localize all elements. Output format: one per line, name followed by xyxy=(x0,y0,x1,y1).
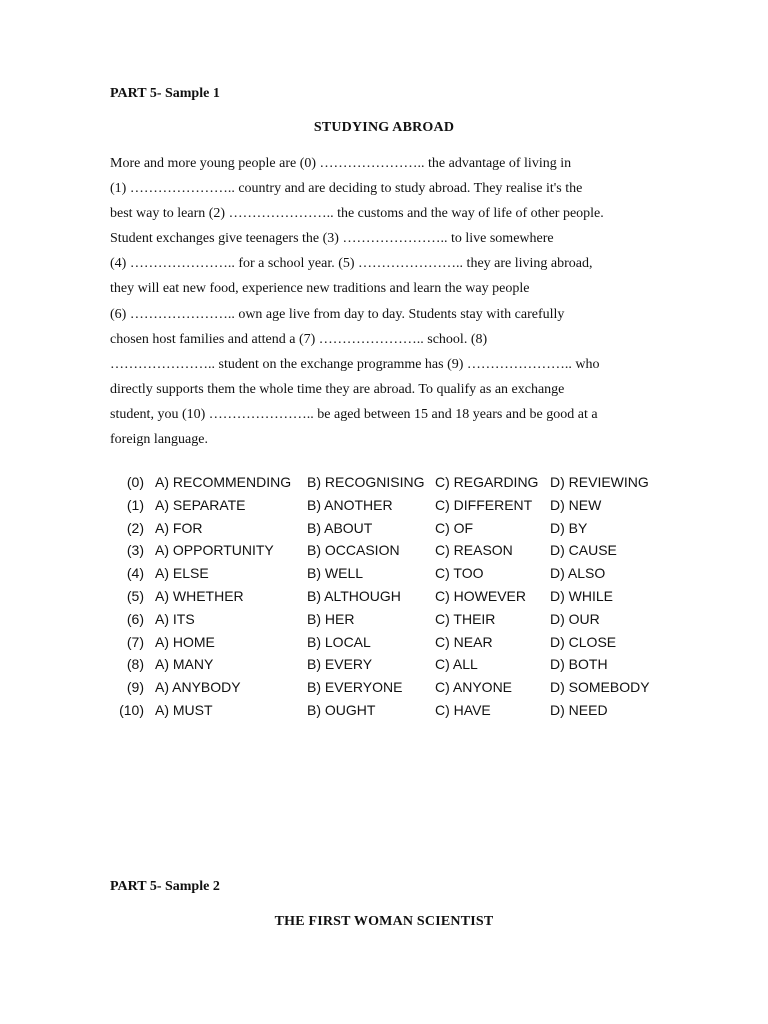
passage-line: ………………….. student on the exchange programme has (9) ………………….. who xyxy=(110,356,600,372)
option-c: C) HAVE xyxy=(435,701,491,718)
option-row xyxy=(110,656,670,679)
passage-line: More and more young people are (0) ………………….. the advantage of living in xyxy=(110,156,572,171)
question-number: (5) xyxy=(126,587,144,604)
option-b: B) HER xyxy=(307,610,355,627)
option-c: C) ALL xyxy=(435,656,478,673)
sample1-title: STUDYING ABROAD xyxy=(313,120,455,135)
option-d: D) REVIEWING xyxy=(550,474,649,490)
question-number: (9) xyxy=(126,679,144,696)
question-number: (10) xyxy=(119,701,144,718)
option-row xyxy=(110,474,670,497)
option-c: C) ANYONE xyxy=(435,679,513,696)
option-b: B) OCCASION xyxy=(307,542,400,559)
question-number: (3) xyxy=(126,542,144,559)
passage-line: (4) ………………….. for a school year. (5) ………………….. they are living abroad, xyxy=(110,256,593,272)
question-number: (2) xyxy=(126,519,144,536)
option-a: A) OPPORTUNITY xyxy=(155,542,274,559)
option-c: C) THEIR xyxy=(435,610,496,627)
option-a: A) RECOMMENDING xyxy=(155,474,292,490)
option-d: D) WHILE xyxy=(550,587,613,604)
option-a: A) FOR xyxy=(155,519,203,536)
option-b: B) OUGHT xyxy=(307,701,376,718)
question-number: (8) xyxy=(126,656,144,673)
option-b: B) LOCAL xyxy=(307,633,371,650)
option-row xyxy=(110,634,670,657)
option-a: A) MANY xyxy=(155,656,214,673)
option-a: A) WHETHER xyxy=(155,587,244,604)
passage-line: student, you (10) ………………….. be aged between 15 and 18 years and be good at a xyxy=(110,406,598,422)
option-b: B) EVERY xyxy=(307,656,373,673)
option-row xyxy=(110,702,670,725)
passage-line: Student exchanges give teenagers the (3) ………………….. to live somewhere xyxy=(110,231,554,247)
option-a: A) ITS xyxy=(155,610,195,627)
question-number: (6) xyxy=(126,610,144,627)
option-c: C) OF xyxy=(435,519,474,536)
option-a: A) ELSE xyxy=(155,565,209,582)
option-a: A) MUST xyxy=(155,701,213,718)
option-d: D) SOMEBODY xyxy=(550,679,650,696)
passage-line: they will eat new food, experience new traditions and learn the way people xyxy=(110,281,530,297)
option-b: B) RECOGNISING xyxy=(307,474,425,490)
option-b: B) EVERYONE xyxy=(307,679,403,696)
option-d: D) BY xyxy=(550,519,588,536)
option-b: B) WELL xyxy=(307,565,364,582)
option-d: D) NEED xyxy=(550,701,608,718)
option-b: B) ABOUT xyxy=(307,519,373,536)
option-a: A) ANYBODY xyxy=(155,679,241,696)
passage-line: chosen host families and attend a (7) ………………….. school. (8) xyxy=(110,331,488,347)
option-row xyxy=(110,588,670,611)
passage-line: directly supports them the whole time they are abroad. To qualify as an exchange xyxy=(110,381,565,397)
option-d: D) BOTH xyxy=(550,656,608,673)
passage-line: best way to learn (2) ………………….. the customs and the way of life of other people. xyxy=(110,206,604,222)
option-b: B) ANOTHER xyxy=(307,496,393,513)
sample2-title: THE FIRST WOMAN SCIENTIST xyxy=(274,914,494,929)
passage-line: (6) ………………….. own age live from day to day. Students stay with carefully xyxy=(110,306,565,322)
question-number: (1) xyxy=(126,496,144,513)
option-row xyxy=(110,565,670,588)
option-c: C) REASON xyxy=(435,542,513,559)
passage-line: (1) ………………….. country and are deciding to study abroad. They realise it's the xyxy=(110,181,583,197)
option-d: D) CLOSE xyxy=(550,633,617,650)
option-c: C) TOO xyxy=(435,565,484,582)
question-number: (4) xyxy=(126,565,144,582)
option-c: C) HOWEVER xyxy=(435,587,526,604)
passage-line: foreign language. xyxy=(110,432,208,448)
option-b: B) ALTHOUGH xyxy=(307,587,401,604)
option-c: C) NEAR xyxy=(435,633,493,650)
sample2-heading: PART 5- Sample 2 xyxy=(110,879,220,894)
option-row xyxy=(110,497,670,520)
option-d: D) NEW xyxy=(550,496,602,513)
answer-options-table xyxy=(110,474,670,725)
question-number: (0) xyxy=(126,474,144,490)
option-a: A) HOME xyxy=(155,633,215,650)
option-d: D) OUR xyxy=(550,610,600,627)
option-row xyxy=(110,520,670,543)
option-row xyxy=(110,542,670,565)
option-d: D) CAUSE xyxy=(550,542,617,559)
option-row xyxy=(110,679,670,702)
option-c: C) REGARDING xyxy=(435,474,539,490)
option-row xyxy=(110,611,670,634)
sample1-passage xyxy=(110,151,670,452)
sample1-heading: PART 5- Sample 1 xyxy=(110,86,220,101)
option-a: A) SEPARATE xyxy=(155,496,246,513)
question-number: (7) xyxy=(126,633,144,650)
option-c: C) DIFFERENT xyxy=(435,496,533,513)
option-d: D) ALSO xyxy=(550,565,606,582)
